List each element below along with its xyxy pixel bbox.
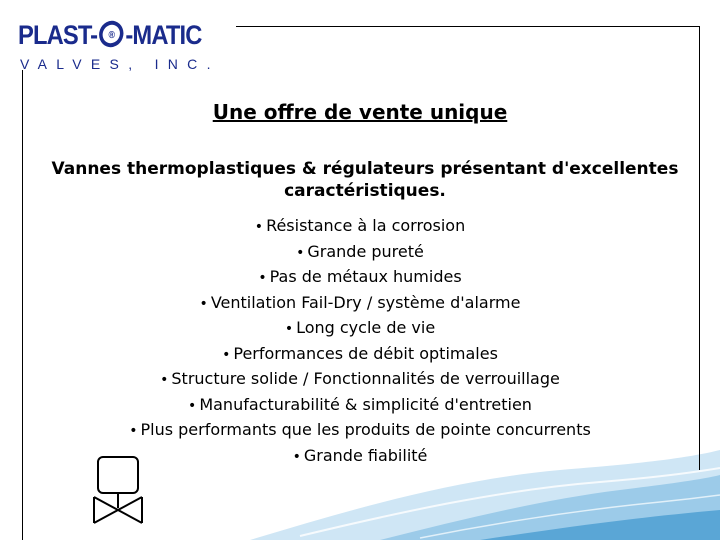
logo-o-mark-icon [98,20,124,48]
feature-item [60,291,660,317]
bullet-icon: • [258,270,267,286]
bullet-icon: • [222,346,231,363]
diaphragm-valve-icon [92,455,144,527]
feature-text: Grande fiabilité [303,445,428,465]
frame-left-line [22,70,23,540]
feature-item [60,240,660,266]
bullet-icon: • [188,397,197,414]
feature-text: Performances de débit optimales [233,343,498,363]
logo-brand-text [18,20,201,51]
slide-subtitle: Vannes thermoplastiques & régulateurs présentant d'excellentes caractéristiques. [51,159,679,201]
feature-item [60,214,660,240]
logo-registered-mark: ® [108,28,115,41]
bullet-icon: • [254,219,264,235]
feature-text: Manufacturabilité & simplicité d'entretien [199,394,532,414]
feature-item [60,418,660,444]
bullet-icon: • [296,244,305,261]
feature-text: Plus performants que les produits de pointe concurrents [140,420,591,439]
feature-text: Pas de métaux humides [269,267,462,286]
feature-item [60,444,660,470]
feature-list [60,214,660,469]
bullet-icon: • [129,423,138,439]
feature-text: Ventilation Fail-Dry / système d'alarme [210,292,521,312]
frame-right-line [699,26,700,470]
feature-text: Résistance à la corrosion [266,216,466,235]
logo-brand-part-1: PLAST- [18,20,98,50]
feature-text: Grande pureté [307,241,424,261]
logo-subtitle: VALVES, INC. [20,56,220,72]
feature-text: Long cycle de vie [296,318,436,337]
feature-text: Structure solide / Fonctionnalités de verrouillage [171,369,560,388]
company-logo [18,20,238,72]
bullet-icon: • [284,321,294,337]
feature-item [60,316,660,342]
bullet-icon: • [292,448,301,465]
slide-title: Une offre de vente unique [212,100,508,124]
feature-item [60,265,660,291]
frame-top-line [236,26,700,27]
bullet-icon: • [199,295,208,312]
feature-item [60,393,660,419]
bullet-icon: • [160,372,169,388]
logo-brand-part-2: -MATIC [125,20,202,50]
feature-item [60,342,660,368]
feature-item [60,367,660,393]
